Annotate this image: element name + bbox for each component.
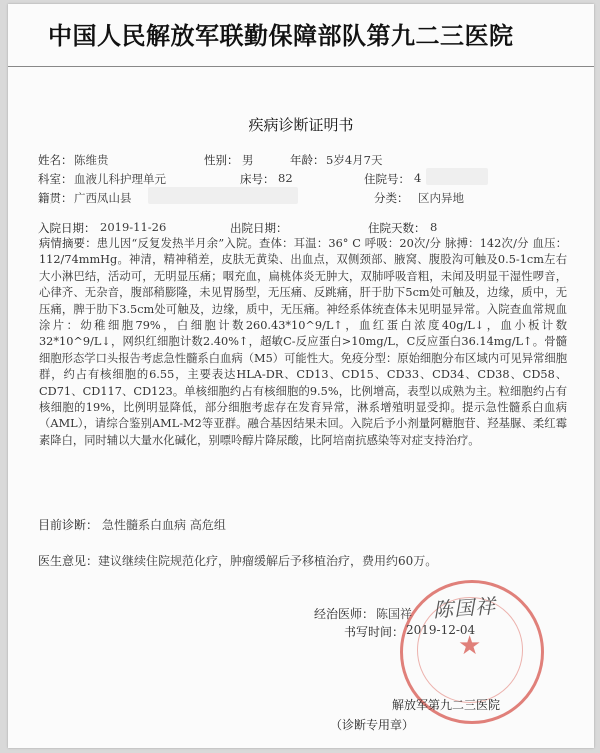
inpatient-label: 住院号： [364,172,410,186]
redaction-block [148,187,298,204]
bed-label: 床号： [240,172,275,186]
header-rule [8,66,594,67]
diagnosis-label: 目前诊断： [38,518,99,532]
certificate-paper [8,4,594,748]
redaction-block [426,168,488,185]
inpatient-number: 4 [414,171,422,185]
history-label: 病情摘要： [39,237,97,250]
patient-age: 5岁4月7天 [326,153,383,167]
patient-dept: 血液儿科护理单元 [74,172,166,186]
days-label: 住院天数： [368,221,426,235]
region-label: 分类： [374,191,409,205]
patient-region: 区内异地 [418,191,464,205]
name-label: 姓名： [38,153,73,167]
doctor-signature: 陈国祥 [432,593,497,623]
dept-label: 科室： [38,172,73,186]
admit-label: 入院日期： [38,221,96,235]
footer-note: （诊断专用章） [330,718,415,732]
age-label: 年龄： [290,153,325,167]
patient-sex: 男 [242,153,254,167]
document-title: 疾病诊断证明书 [248,116,354,134]
stay-days: 8 [430,220,438,234]
hospital-name: 中国人民解放军联勤保障部队第九二三医院 [48,22,514,50]
doctor-name: 陈国祥 [376,607,413,621]
seal-star-icon: ★ [458,631,482,661]
patient-bed: 82 [278,171,293,185]
write-time-label: 书写时间： [344,625,405,639]
doctor-label: 经治医师： [314,607,375,621]
discharge-label: 出院日期： [230,221,288,235]
history-paragraph [39,236,567,449]
admit-date: 2019-11-26 [100,220,167,234]
diagnosis-text: 急性髓系白血病 高危组 [102,518,226,532]
footer-org: 解放军第九二三医院 [392,698,501,712]
address-label: 籍贯： [38,191,73,205]
history-text: 患儿因“反复发热半月余”入院。查体：耳温：36° C 呼吸：20次/分 脉搏：142次/分 血压：112/74mmHg。神清，精神稍差，皮肤无黄染、出血点，双侧颈部、腋窝、腹股沟可触及0.5-1cm左右大小淋巴结，活动可，无明显压痛；咽充血，扁桃体炎无肿大，双肺呼吸音粗，未闻及明显干湿性啰音，心律齐、无杂音，腹部稍膨隆，未见胃肠型，无压痛、反跳痛，肝于肋下5cm处可触及，边缘，质中，无压痛，脾于肋下3.5cm处可触及，边缘，质中，无压痛。神经系体统查体未见明显异常。入院查血常规血涂片：幼稚细胞79%，白细胞计数260.43*10^9/L↑，血红蛋白浓度40g/L↓，血小板计数32*10^9/L↓，网织红细胞计数2.40%↑，超敏C-反应蛋白>10mg/L，C反应蛋白36.14mg/L↑。骨髓细胞形态学口头报告考虑急性髓系白血病（M5）可能性大。免疫分型：原始细胞分布区域内可见异常细胞群，约占有核细胞的6.55，主要表达HLA-DR、CD13、CD15、CD33、CD34、CD38、CD58、CD71、CD117、CD123。单核细胞约占有核细胞的9.5%，比例增高，表型以成熟为主。粒细胞约占有核细胞的19%，比例明显降低，部分细胞考虑存在发育异常，淋系增殖明显受抑。提示急性髓系白血病（AML），请综合鉴别AML-M2等亚群。融合基因结果未回。入院后予小剂量阿糖胞苷、羟基脲、柔红霉素降白，同时辅以大量水化碱化，别嘌呤醇片降尿酸，比阿培南抗感染等对症支持治疗。 [39,237,567,447]
patient-address: 广西凤山县 [74,191,132,205]
write-time: 2019-12-04 [406,623,476,637]
advice-label: 医生意见： [38,554,99,568]
advice-text: 建议继续住院规范化疗，肿瘤缓解后予移植治疗，费用约60万。 [98,554,438,568]
sex-label: 性别： [204,153,239,167]
patient-name: 陈维贵 [74,153,109,167]
